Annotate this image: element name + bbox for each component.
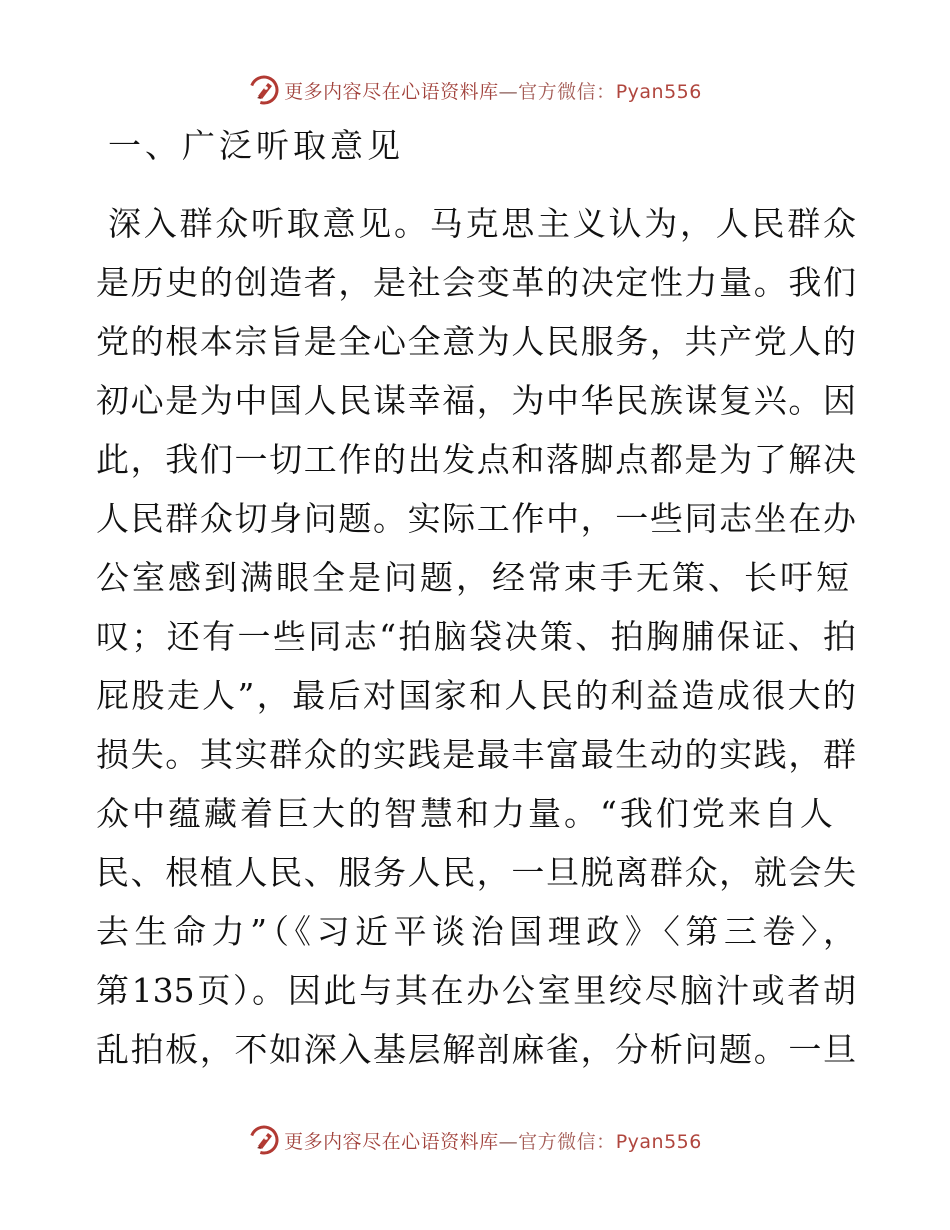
body-line: 乱拍板，不如深入基层解剖麻雀，分析问题。一旦 [96, 1030, 856, 1069]
body-line: 第135页）。因此与其在办公室里绞尽脑汁或者胡 [96, 971, 856, 1010]
footer-wechat-id: Pyan556 [615, 1130, 702, 1153]
pen-nib-logo-icon [248, 74, 280, 106]
footer-banner [0, 1120, 950, 1160]
body-line: 党的根本宗旨是全心全意为人民服务，共产党人的 [96, 322, 856, 361]
body-line: 深入群众听取意见。马克思主义认为，人民群众 [108, 204, 856, 243]
body-line: 此，我们一切工作的出发点和落脚点都是为了解决 [96, 440, 856, 479]
header-separator: — [498, 80, 519, 103]
footer-site-text: 更多内容尽在心语资料库 [284, 1130, 499, 1153]
header-banner [0, 70, 950, 110]
pen-nib-logo-icon [248, 1124, 280, 1156]
header-site-text: 更多内容尽在心语资料库 [284, 80, 499, 103]
body-line: 损失。其实群众的实践是最丰富最生动的实践，群 [96, 735, 856, 774]
footer-separator: — [498, 1130, 519, 1153]
body-line: 人民群众切身问题。实际工作中，一些同志坐在办 [96, 499, 856, 538]
body-line: 公室感到满眼全是问题，经常束手无策、长吁短 [96, 558, 852, 597]
document-body [96, 194, 856, 1079]
body-line: 初心是为中国人民谋幸福，为中华民族谋复兴。因 [96, 381, 856, 420]
footer-wechat-label: 官方微信： [518, 1130, 616, 1153]
header-wechat-label: 官方微信： [518, 80, 616, 103]
body-line: 叹；还有一些同志“拍脑袋决策、拍胸脯保证、拍 [96, 617, 856, 656]
body-line: 屁股走人”，最后对国家和人民的利益造成很大的 [96, 676, 856, 715]
footer-banner-content [248, 1124, 702, 1156]
header-banner-content [248, 74, 702, 106]
header-wechat-id: Pyan556 [615, 80, 702, 103]
body-line: 去生命力”（《习近平谈治国理政》〈第三卷〉， [96, 912, 856, 951]
body-line: 众中蕴藏着巨大的智慧和力量。“我们党来自人 [96, 794, 836, 833]
section-heading: 一、广泛听取意见 [108, 126, 404, 165]
header-banner-text [284, 77, 702, 104]
footer-banner-text [284, 1127, 702, 1154]
body-line: 是历史的创造者，是社会变革的决定性力量。我们 [96, 263, 856, 302]
body-line: 民、根植人民、服务人民，一旦脱离群众，就会失 [96, 853, 856, 892]
